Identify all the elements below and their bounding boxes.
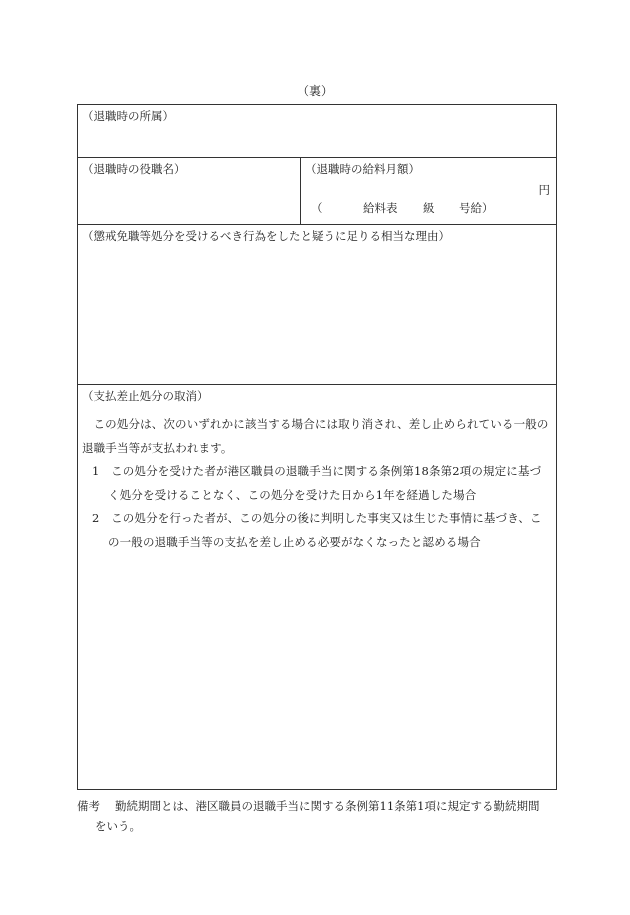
salary-unit: 円: [538, 183, 550, 197]
reason-label: （懲戒免職等処分を受けるべき行為をしたと疑うに足りる相当な理由）: [82, 229, 450, 243]
cancellation-item-1: 1 この処分を受けた者が港区職員の退職手当に関する条例第18条第2項の規定に基づく処分を受けることなく、この処分を受けた日から1年を経過した場合: [92, 464, 542, 502]
position-label: （退職時の役職名）: [82, 162, 186, 176]
salary-grade-label: 級: [423, 201, 435, 215]
salary-cell: [301, 158, 558, 224]
remarks-line-1: [77, 796, 562, 816]
reason-row: [78, 225, 556, 385]
position-salary-row: [78, 158, 556, 225]
affiliation-label: （退職時の所属）: [82, 109, 174, 123]
cancellation-body: [82, 413, 552, 554]
salary-paren-open: （: [311, 201, 323, 215]
salary-step-label: 号給）: [459, 201, 494, 215]
affiliation-row: [78, 105, 556, 158]
disposition-form-table: [77, 104, 557, 790]
cancellation-label: （支払差止処分の取消）: [82, 389, 209, 403]
remarks-text-1: 勤続期間とは、港区職員の退職手当に関する条例第11条第1項に規定する勤続期間: [115, 799, 540, 813]
salary-table-label: 給料表: [363, 201, 398, 215]
remarks-note: [77, 796, 562, 836]
remarks-line-2: をいう。: [95, 819, 141, 833]
salary-label: （退職時の給料月額）: [305, 162, 420, 176]
page-heading: （裏）: [296, 84, 333, 98]
remarks-label: 備考: [77, 799, 100, 813]
cancellation-item-2: 2 この処分を行った者が、この処分の後に判明した事実又は生じた事情に基づき、この一般の退職手当等の支払を差し止める必要がなくなったと認める場合: [92, 511, 542, 549]
position-cell: [78, 158, 301, 224]
cancellation-intro: この処分は、次のいずれかに該当する場合には取り消され、差し止められている一般の退職手当等が支払われます。: [82, 417, 549, 455]
cancellation-row: [78, 385, 556, 790]
